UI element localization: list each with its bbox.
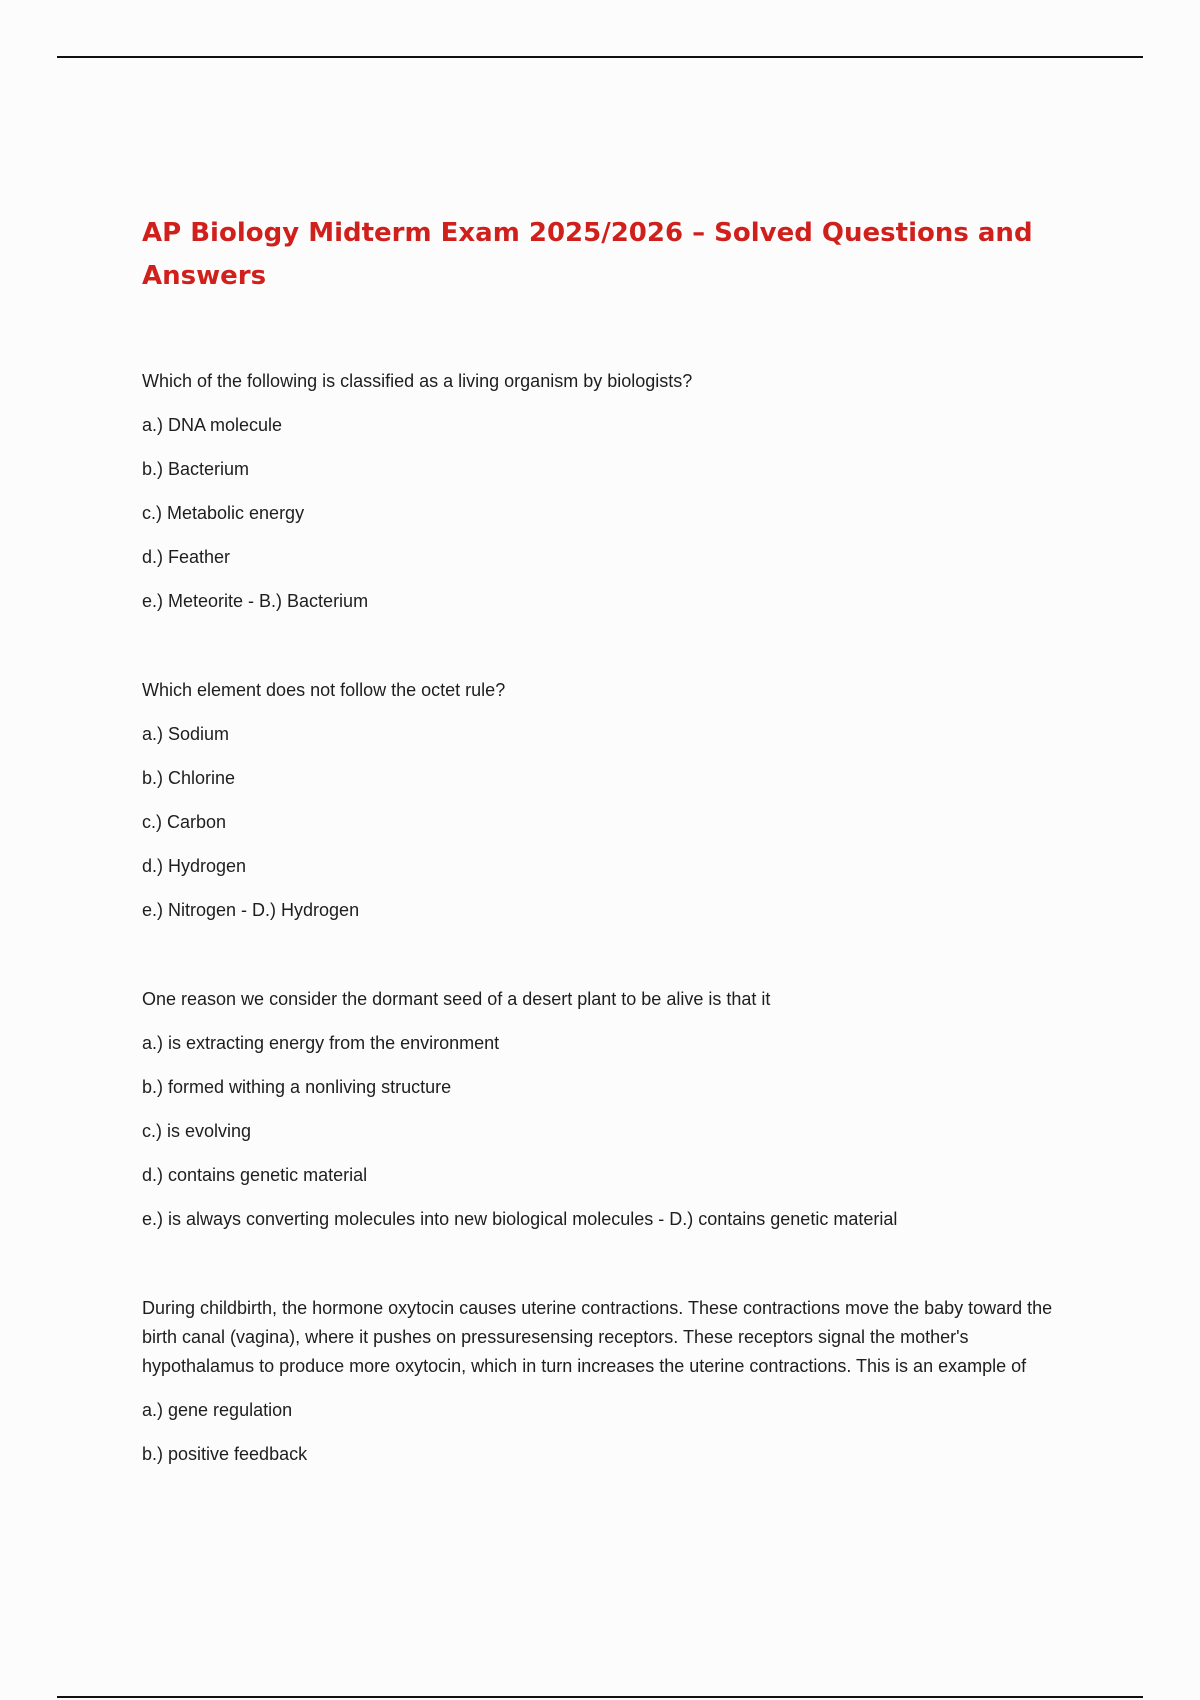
question-text: Which of the following is classified as a living organism by biologists? xyxy=(142,371,693,391)
question-text: During childbirth, the hormone oxytocin causes uterine contractions. These contractions move the baby toward the birth canal (vagina), where it pushes on pressuresensing receptors. These receptors signal the mother's hypothalamus to produce more oxytocin, which in turn increases the uterine contractions. This is an example of xyxy=(142,1298,1053,1376)
answer-option: a.) is extracting energy from the environment xyxy=(142,1033,500,1053)
answer-option: c.) Carbon xyxy=(142,812,227,832)
answer-option: e.) Meteorite - B.) Bacterium xyxy=(142,591,369,611)
answer-option: a.) gene regulation xyxy=(142,1400,293,1420)
top-rule xyxy=(57,56,1143,58)
question-text: Which element does not follow the octet rule? xyxy=(142,680,506,700)
answer-option: d.) Feather xyxy=(142,547,231,567)
answer-option: a.) DNA molecule xyxy=(142,415,283,435)
bottom-rule xyxy=(57,1696,1143,1698)
answer-option: b.) positive feedback xyxy=(142,1444,308,1464)
answer-option: b.) Chlorine xyxy=(142,768,236,788)
question-block xyxy=(142,367,1062,616)
answer-option: c.) is evolving xyxy=(142,1121,252,1141)
answer-option: b.) formed withing a nonliving structure xyxy=(142,1077,452,1097)
answer-option: d.) contains genetic material xyxy=(142,1165,368,1185)
document-title: AP Biology Midterm Exam 2025/2026 – Solved Questions and Answers xyxy=(142,218,1033,291)
question-block xyxy=(142,985,1062,1234)
answer-option: a.) Sodium xyxy=(142,724,230,744)
answer-option: e.) Nitrogen - D.) Hydrogen xyxy=(142,900,360,920)
document-body xyxy=(142,212,1062,1469)
answer-option: c.) Metabolic energy xyxy=(142,503,305,523)
question-text: One reason we consider the dormant seed of a desert plant to be alive is that it xyxy=(142,989,771,1009)
answer-option: b.) Bacterium xyxy=(142,459,250,479)
answer-option: d.) Hydrogen xyxy=(142,856,247,876)
answer-option: e.) is always converting molecules into new biological molecules - D.) contains genetic material xyxy=(142,1209,898,1229)
question-block xyxy=(142,676,1062,925)
question-block xyxy=(142,1294,1062,1469)
